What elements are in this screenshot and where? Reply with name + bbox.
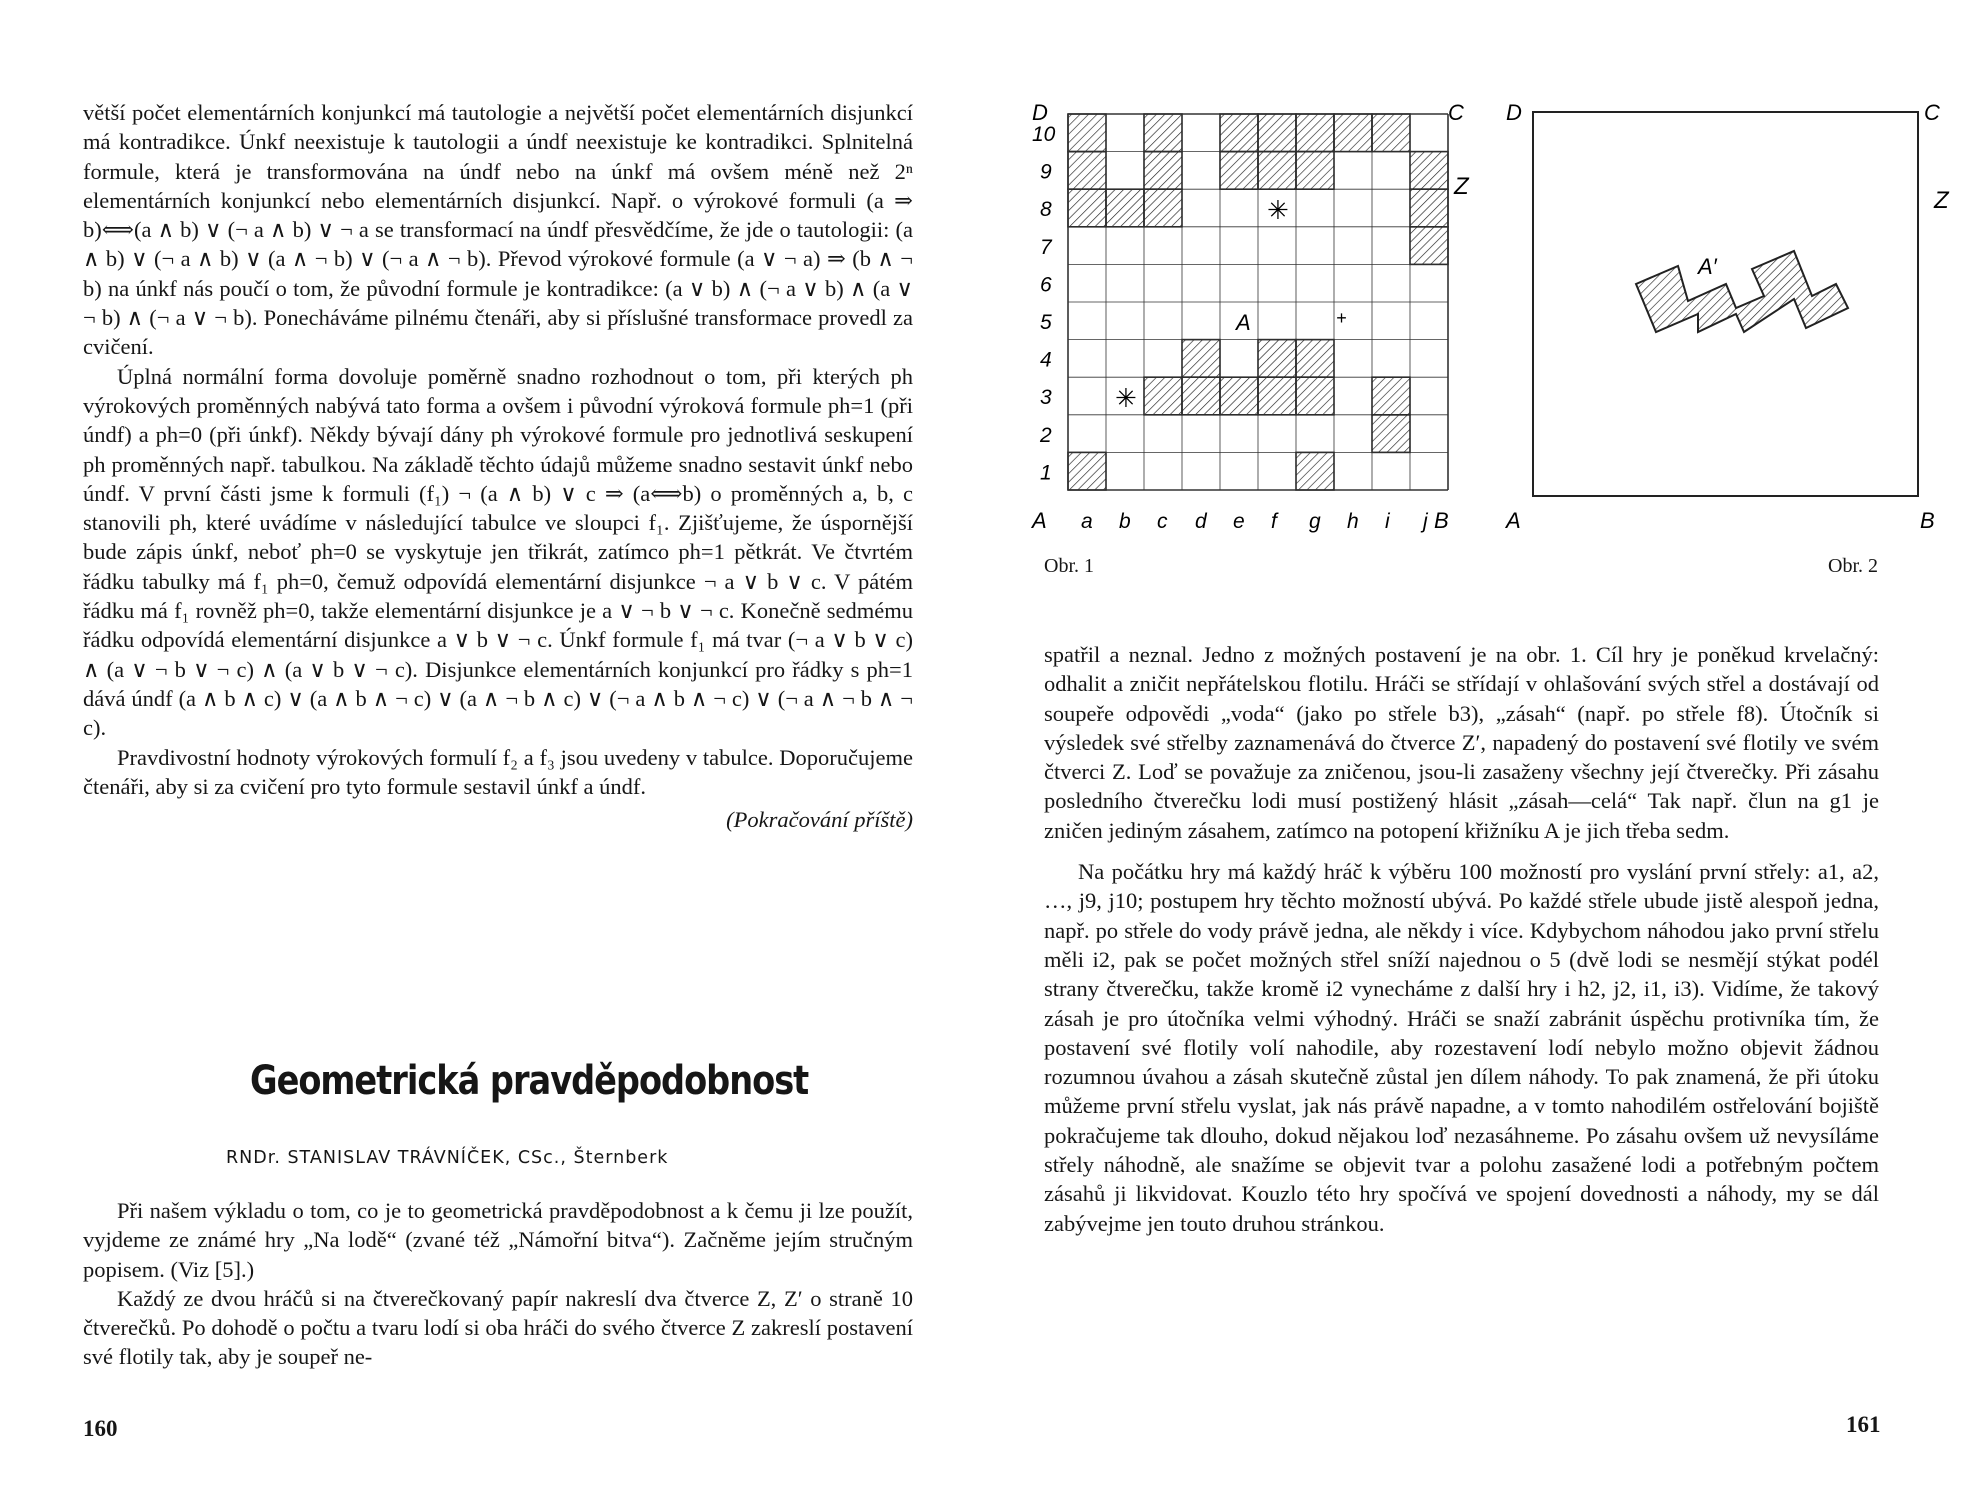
article-text-column: [83, 1196, 913, 1372]
column-label: c: [1157, 510, 1168, 533]
row-label: 7: [1040, 235, 1052, 259]
paragraph: větší počet elementárních konjunkcí má tautologie a největší počet elementárních disjunkcí má kontradikce. Únkf neexistuje k tautologii a úndf neexistuje ke kontradikci. Splnitelná formule, která je transformována na úndf nebo na únkf má ovšem méně než 2ⁿ elementárních konjunkcí nebo elementárních disjunkcí. Např. o výrokové formuli (a ⇒ b)⟺(a ∧ b) ∨ (¬ a ∧ b) ∨ ¬ a se transformací na úndf přesvědčíme, že jde o tautologii: (a ∧ b) ∨ (¬ a ∧ b) ∨ (a ∧ ¬ b) ∨ (¬ a ∧ ¬ b). Převod výrokové formule (a ∨ ¬ a) ⇒ (b ∧ ¬ b) na únkf nás poučí o tom, že původní formule je kontradikce: (a ∨ b) ∧ (¬ a ∨ b) ∧ (a ∨ ¬ b) ∧ (¬ a ∨ ¬ b). Ponecháváme pilnému čtenáři, aby si příslušné transformace provedl za cvičení.: [83, 100, 913, 360]
paragraph: Pravdivostní hodnoty výrokových formulí f₂ a f₃ jsou uvedeny v tabulce. Doporučujeme čtenáři, aby si za cvičení pro tyto formule sestavil únkf a úndf.: [83, 744, 913, 799]
ship-a-prime: [1636, 251, 1848, 332]
column-label: e: [1233, 510, 1245, 533]
left-text-column: [83, 98, 913, 834]
hatched-cell: [1296, 377, 1334, 415]
hatched-cell: [1334, 114, 1372, 152]
hatched-cell: [1372, 377, 1410, 415]
column-label: h: [1347, 510, 1359, 533]
hatched-cell: [1410, 152, 1448, 190]
hatched-cell: [1144, 152, 1182, 190]
page-number: 161: [1846, 1412, 1881, 1437]
row-label: 9: [1040, 160, 1052, 184]
corner-c-label: C: [1924, 100, 1940, 125]
hatched-cell: [1258, 377, 1296, 415]
hatched-cell: [1296, 152, 1334, 190]
hatched-cell: [1068, 452, 1106, 490]
hatched-cell: [1372, 114, 1410, 152]
hatched-cell: [1106, 189, 1144, 227]
paragraph: Na počátku hry má každý hráč k výběru 100 možností pro vyslání první střely: a1, a2, …, j9, j10; postupem hry těchto možností ubývá. Po každé střele ubude jistě alespoň jedna, např. po střele do vody právě jedna, ale někdy i více. Kdybychom náhodou jako první střelu měli i2, pak se počet možných střel sníží najednou o 5 (dvě lodi se nesmějí stýkat podél strany čtverečku, takže kromě i2 vynecháme z další hry i h2, j2, i1, i3). Vidíme, že takový zásah je pro útočníka velmi výhodný. Hráči se snaží zabránit úspěchu protivníka tím, že postavení své flotily volí nahodile, aby rozestavení lodí nebylo možno objevit žádnou rozumnou úvahou a zásah skutečně zůstal jen dílem náhody. To pak znamená, že při útoku můžeme první střelu vyslat, jak nás právě napadne, a v tomto nahodilém ostřelování bojiště pokračujeme tak dlouho, dokud nějakou loď nezasáhneme. Po zásahu ovšem už nevysíláme střely náhodně, ale snažíme se objevit tvar a polohu zasažené lodi a potřebným počtem zásahů ji likvidovat. Kouzlo této hry spočívá ve spojení dovednosti a náhody, my se dál zabývejme jen touto druhou stránkou.: [1044, 859, 1879, 1236]
row-label: 10: [1032, 123, 1056, 146]
column-label: i: [1385, 510, 1390, 533]
figure-2-caption: Obr. 2: [1828, 555, 1878, 577]
row-label: 1: [1040, 461, 1052, 485]
ship-a-prime-label: A′: [1698, 254, 1717, 279]
corner-d-label: D: [1032, 100, 1048, 125]
corner-a-label: A: [1032, 508, 1047, 533]
row-label: 3: [1040, 386, 1052, 410]
hatched-cell: [1220, 377, 1258, 415]
figure-1-caption: Obr. 1: [1044, 555, 1094, 577]
row-label: 5: [1040, 311, 1052, 334]
hatched-cell: [1144, 189, 1182, 227]
hatched-cell: [1182, 377, 1220, 415]
right-page: [990, 0, 1980, 1500]
figure-1-battleship-grid: [1030, 96, 1480, 536]
plus-mark: +: [1336, 308, 1347, 328]
corner-b-label: B: [1920, 508, 1935, 533]
hatched-cell: [1220, 114, 1258, 152]
hatched-cell: [1296, 114, 1334, 152]
hatched-cell: [1258, 340, 1296, 378]
paragraph: spatřil a neznal. Jedno z možných postavení je na obr. 1. Cíl hry je poněkud krvelačný: odhalit a zničit nepřátelskou flotilu. Hráči se střídají v ohlašování svých střel a dostávají od soupeře odpovědi „voda“ (jako po střele b3), „zásah“ (např. po střele f8). Útočník si výsledek své střelby zaznamenává do čtverce Z′, napadený do postavení své flotily ve svém čtverci Z. Loď se považuje za zničenou, jsou-li zasaženy všechny její čtverečky. Při zásahu posledního čtverečku lodi musí postižený hlásit „zásah—celá“ Tak např. člun na g1 je zničen jediným zásahem, zatímco na potopení křižníku A je jich třeba sedm.: [1044, 642, 1879, 843]
hatched-cell: [1182, 340, 1220, 378]
corner-c-label: C: [1448, 100, 1464, 125]
row-label: 8: [1040, 198, 1052, 222]
hatched-cell: [1410, 227, 1448, 265]
hatched-cell: [1068, 189, 1106, 227]
row-label: 6: [1040, 273, 1052, 297]
hit-star-mark: ✳: [1267, 195, 1289, 226]
hit-star-mark: ✳: [1115, 383, 1137, 414]
hatched-cell: [1068, 114, 1106, 152]
paragraph: Při našem výkladu o tom, co je to geometrická pravděpodobnost a k čemu ji lze použít, vyjdeme ze známé hry „Na lodě“ (zvané též „Námořní bitva“). Začněme jejím stručným popisem. (Viz [5].): [83, 1198, 913, 1282]
row-label: 2: [1040, 423, 1052, 447]
hatched-cell: [1144, 114, 1182, 152]
column-label: a: [1081, 510, 1093, 533]
article-title: Geometrická pravděpodobnost: [250, 1058, 809, 1104]
hatched-cell: [1258, 152, 1296, 190]
hatched-cell: [1410, 189, 1448, 227]
corner-a-label: A: [1506, 508, 1521, 533]
column-label: d: [1195, 510, 1207, 533]
hatched-cell: [1296, 340, 1334, 378]
square-z-prime-label: Z: [1934, 187, 1949, 214]
column-label: j: [1423, 510, 1428, 533]
hatched-cell: [1372, 415, 1410, 453]
hatched-cell: [1296, 452, 1334, 490]
article-author: RNDr. STANISLAV TRÁVNÍČEK, CSc., Šternberk: [226, 1148, 669, 1168]
square-z-label: Z: [1454, 173, 1469, 200]
hatched-cell: [1220, 152, 1258, 190]
column-label: g: [1309, 510, 1321, 533]
corner-d-label: D: [1506, 100, 1522, 125]
hatched-cell: [1068, 152, 1106, 190]
column-label: b: [1119, 510, 1131, 533]
page-number: 160: [83, 1416, 118, 1441]
column-label: f: [1271, 510, 1277, 533]
ship-a-label: A: [1236, 310, 1251, 335]
paragraph: Každý ze dvou hráčů si na čtverečkovaný papír nakreslí dva čtverce Z, Z′ o straně 10 čtverečků. Po dohodě o počtu a tvaru lodí si oba hráči do svého čtverce Z zakreslí postavení své flotily tak, aby je soupeř ne-: [83, 1285, 913, 1370]
hatched-cell: [1258, 114, 1296, 152]
corner-b-label: B: [1434, 508, 1449, 533]
continued-note: (Pokračování příště): [726, 807, 913, 833]
right-text-column: [1044, 640, 1879, 1238]
hatched-cell: [1144, 377, 1182, 415]
paragraph: Úplná normální forma dovoluje poměrně snadno rozhodnout o tom, při kterých ph výrokových proměnných nabývá tato forma a ovšem i původní výroková formule ph=1 (při úndf) a ph=0 (při únkf). Někdy bývají dány ph výrokové formule pro jednotlivá seskupení ph proměnných např. tabulkou. Na základě těchto údajů můžeme snadno sestavit únkf nebo úndf. V první části jsme k formuli (f₁) ¬ (a ∧ b) ∨ c ⇒ (a⟺b) o proměnných a, b, c stanovili ph, které uvádíme v následující tabulce ve sloupci f₁. Zjišťujeme, že úspornější bude zápis únkf, neboť ph=0 se vyskytuje jen třikrát, zatímco ph=1 pětkrát. Ve čtvrtém řádku tabulky má f₁ ph=0, čemuž odpovídá elementární disjunkce ¬ a ∨ b ∨ c. V pátém řádku má f₁ rovněž ph=0, takže elementární disjunkce je a ∨ ¬ b ∨ ¬ c. Konečně sedmému řádku odpovídá elementární disjunkce a ∨ b ∨ ¬ c. Únkf formule f₁ má tvar (¬ a ∨ b ∨ c) ∧ (a ∨ ¬ b ∨ ¬ c) ∧ (a ∨ b ∨ ¬ c). Disjunkce elementárních konjunkcí pro řádky s ph=1 dává úndf (a ∧ b ∧ c) ∨ (a ∧ b ∧ ¬ c) ∨ (a ∧ ¬ b ∧ c) ∨ (¬ a ∧ b ∧ ¬ c) ∨ (¬ a ∧ ¬ b ∧ ¬ c).: [83, 363, 913, 741]
row-label: 4: [1040, 348, 1052, 372]
figure-2-target-square: [1490, 96, 1960, 536]
